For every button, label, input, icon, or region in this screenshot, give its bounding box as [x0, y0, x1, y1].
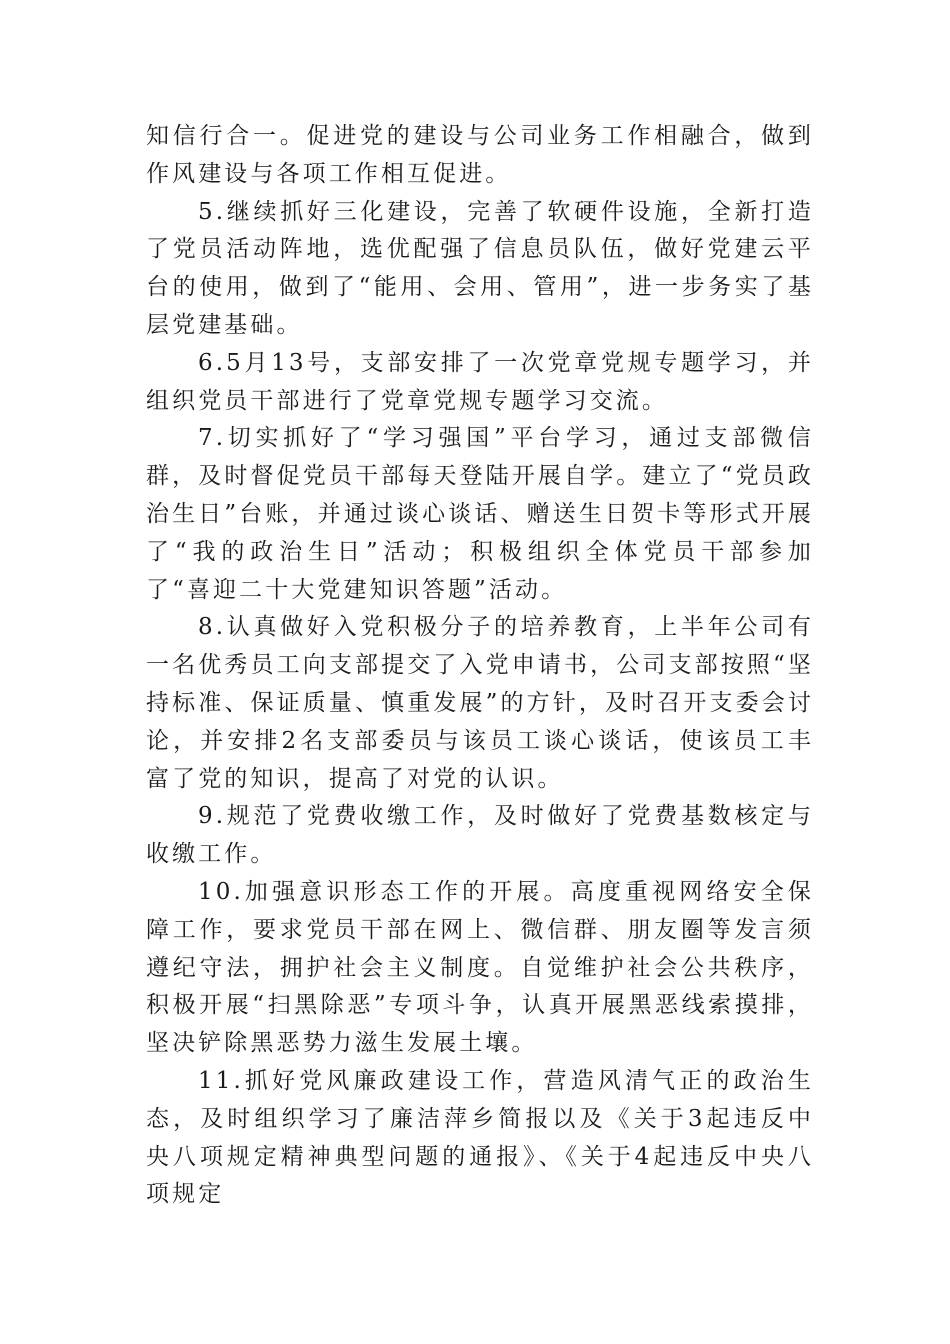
paragraph-item-9: 9.规范了党费收缴工作，及时做好了党费基数核定与收缴工作。 — [146, 803, 814, 868]
paragraph-item-7: 7.切实抓好了“学习强国”平台学习，通过支部微信群，及时督促党员干部每天登陆开展自学。建立了“党员政治生日”台账，并通过谈心谈话、赠送生日贺卡等形式开展了“我的政治生日”活动；积极组织全体党员干部参加了“喜迎二十大党建知识答题”活动。 — [146, 425, 814, 603]
paragraph-continuation: 知信行合一。促进党的建设与公司业务工作相融合，做到作风建设与各项工作相互促进。 — [146, 123, 814, 187]
paragraph-item-11: 11.抓好党风廉政建设工作，营造风清气正的政治生态，及时组织学习了廉洁萍乡简报以及《关于3起违反中央八项规定精神典型问题的通报》、《关于4起违反中央八项规定 — [146, 1067, 814, 1208]
paragraph-item-8: 8.认真做好入党积极分子的培养教育，上半年公司有一名优秀员工向支部提交了入党申请书，公司支部按照“坚持标准、保证质量、慎重发展”的方针，及时召开支委会讨论，并安排2名支部委员与该员工谈心谈话，使该员工丰富了党的知识，提高了对党的认识。 — [146, 614, 814, 792]
paragraph-item-6: 6.5月13号，支部安排了一次党章党规专题学习，并组织党员干部进行了党章党规专题学习交流。 — [146, 349, 814, 414]
paragraph-item-5: 5.继续抓好三化建设，完善了软硬件设施，全新打造了党员活动阵地，选优配强了信息员队伍，做好党建云平台的使用，做到了“能用、会用、管用”，进一步务实了基层党建基础。 — [146, 198, 814, 338]
paragraph-item-10: 10.加强意识形态工作的开展。高度重视网络安全保障工作，要求党员干部在网上、微信群、朋友圈等发言须遵纪守法，拥护社会主义制度。自觉维护社会公共秩序，积极开展“扫黑除恶”专项斗争，认真开展黑恶线索摸排，坚决铲除黑恶势力滋生发展土壤。 — [146, 878, 814, 1057]
document-body — [146, 118, 814, 1214]
